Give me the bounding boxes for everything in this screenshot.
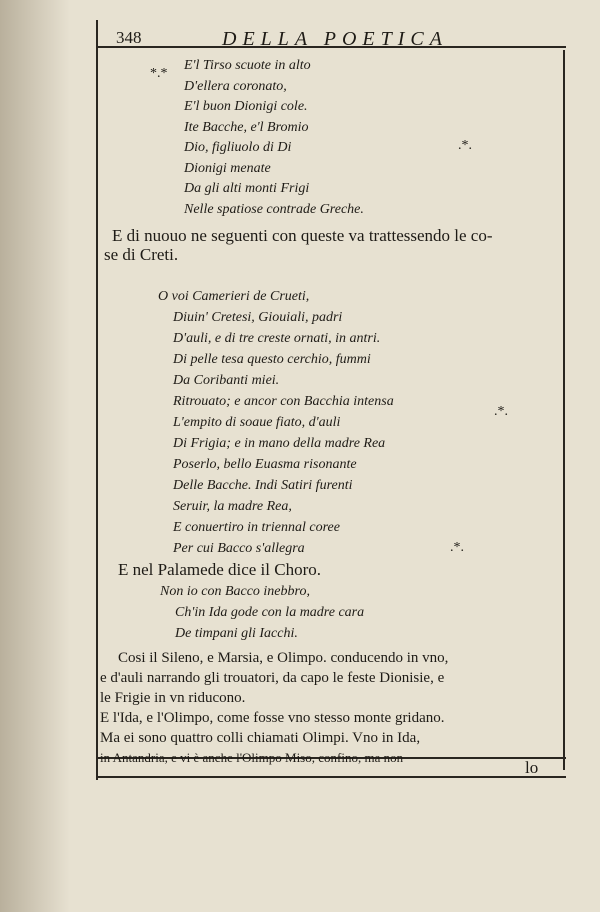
prose-line: in Antandria, e vi è anche l'Olimpo Miso, confino, ma non [100,750,404,765]
prose-line: E di nuouo ne seguenti con queste va trattessendo le co- [112,226,493,245]
frame-left-rule [96,20,98,780]
prose-line: Cosi il Sileno, e Marsia, e Olimpo. conducendo in vno, [118,650,449,666]
prose-line: se di Creti. [104,245,179,264]
prose-line: E l'Ida, e l'Olimpo, come fosse vno stesso monte gridano. [100,710,445,726]
running-head: DELLA POETICA [222,28,448,50]
verse-line: Dionigi menate [184,160,271,176]
verse-line: Per cui Bacco s'allegra [173,541,305,556]
verse-line: D'ellera coronato, [184,78,287,94]
verse-line: Ch'in Ida gode con la madre cara [175,605,365,620]
verse-line: Dio, figliuolo di Di [184,140,292,155]
margin-mark: .*. [494,404,508,419]
gutter-shadow [0,0,70,912]
page-number: 348 [116,28,142,47]
bottom-rule [96,776,566,778]
verse-line: L'empito di soaue fiato, d'auli [173,415,341,430]
verse-line: Di pelle tesa questo cerchio, fummi [173,352,371,367]
verse-line: Ritrouato; e ancor con Bacchia intensa [173,394,394,409]
margin-mark: .*. [458,138,472,153]
verse-line: O voi Camerieri de Crueti, [158,289,310,304]
verse-line: Delle Bacche. Indi Satiri furenti [173,478,353,493]
frame-right-rule [563,50,565,770]
verse-line: E'l buon Dionigi cole. [184,99,308,114]
catchword: lo [525,758,539,777]
prose-line: Ma ei sono quattro colli chiamati Olimpi. Vno in Ida, [100,730,421,746]
verse-line: Di Frigia; e in mano della madre Rea [173,436,386,451]
prose-line: e d'auli narrando gli trouatori, da capo le feste Dionisie, e [100,670,445,686]
verse-line: De timpani gli Iacchi. [175,626,298,641]
verse-line: Da Coribanti miei. [173,373,280,388]
verse-line: Non io con Bacco inebbro, [160,584,310,599]
verse-line: Da gli alti monti Frigi [184,181,310,196]
margin-mark: .*. [450,540,464,555]
prose-line: E nel Palamede dice il Choro. [118,560,321,579]
verse-line: Diuin' Cretesi, Giouiali, padri [173,310,343,325]
verse-line: Ite Bacche, e'l Bromio [184,119,309,135]
verse-line: Poserlo, bello Euasma risonante [173,457,357,472]
verse-line: D'auli, e di tre creste ornati, in antri. [173,331,381,346]
prose-line: le Frigie in vn riducono. [100,690,246,706]
verse-line: E conuertiro in triennal coree [173,520,340,535]
verse-line: Seruir, la madre Rea, [173,499,292,514]
margin-mark: *.* [150,66,168,81]
verse-line: Nelle spatiose contrade Greche. [184,201,364,217]
verse-block-1 [184,56,364,220]
verse-line: E'l Tirso scuote in alto [184,58,311,73]
